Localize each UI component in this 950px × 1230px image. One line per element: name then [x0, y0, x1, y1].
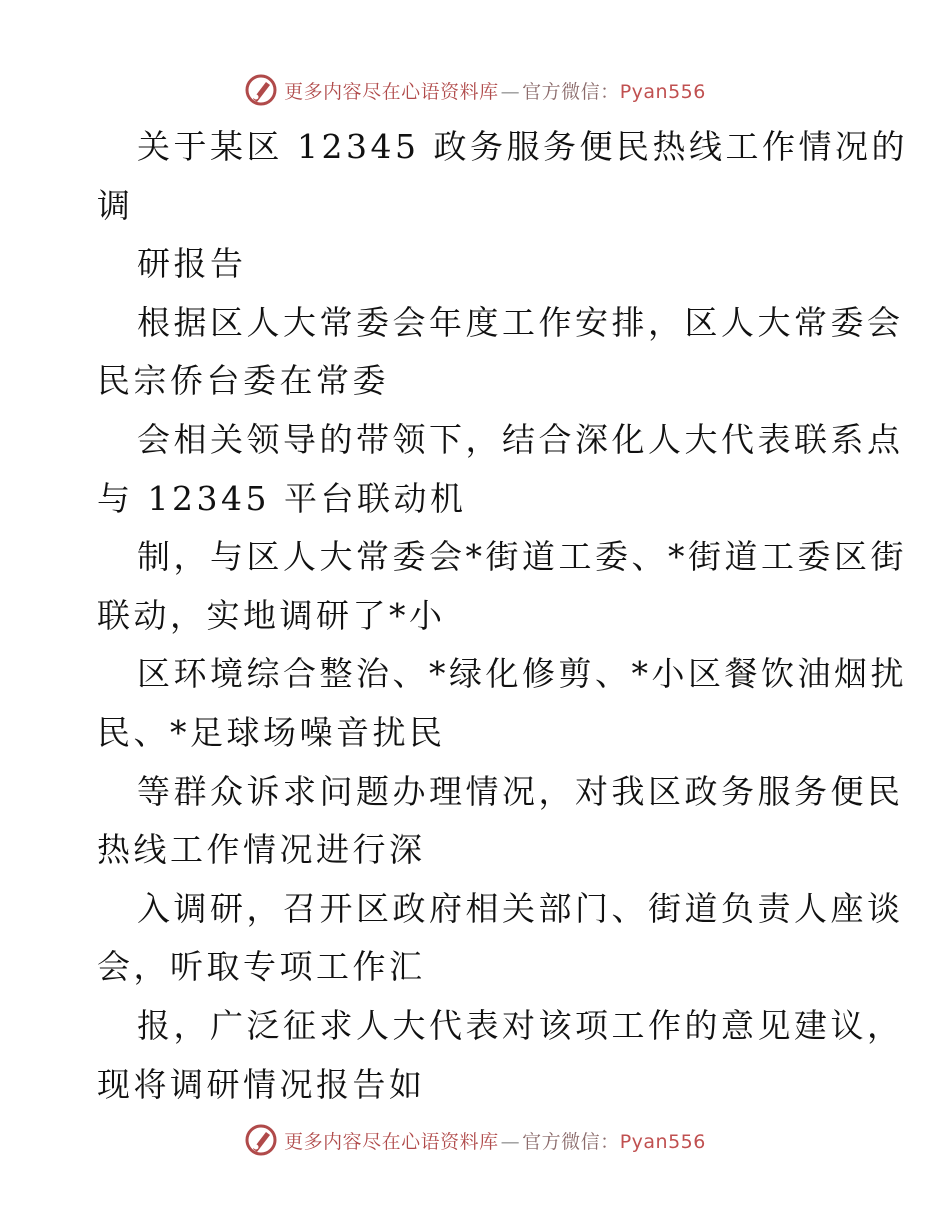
- watermark-separator: —: [500, 80, 521, 103]
- watermark-separator: —: [500, 1130, 521, 1153]
- document-line: 热线工作情况进行深: [97, 830, 426, 870]
- watermark-contact-label: 官方微信：: [522, 1130, 620, 1153]
- document-body: [97, 118, 908, 1114]
- watermark-brand: 更多内容尽在心语资料库: [284, 80, 499, 103]
- document-line: 制，与区人大常委会*街道工委、*街道工委区街: [137, 537, 907, 577]
- document-line: 现将调研情况报告如: [97, 1064, 426, 1104]
- document-line: 民、*足球场噪音扰民: [97, 712, 446, 752]
- watermark-contact-label: 官方微信：: [522, 80, 620, 103]
- watermark-footer: [0, 1120, 950, 1160]
- pen-logo-icon: [244, 1123, 278, 1157]
- document-line: 根据区人大常委会年度工作安排，区人大常委会: [137, 302, 904, 342]
- pen-logo-icon: [244, 73, 278, 107]
- document-line: 报，广泛征求人大代表对该项工作的意见建议，: [137, 1005, 904, 1045]
- watermark-contact-id: Pyan556: [619, 80, 706, 103]
- document-line: 会相关领导的带领下，结合深化人大代表联系点: [137, 419, 904, 459]
- document-line: 调: [97, 185, 134, 225]
- document-line: 联动，实地调研了*小: [97, 595, 446, 635]
- document-line: 等群众诉求问题办理情况，对我区政务服务便民: [137, 771, 904, 811]
- watermark-text: [284, 1127, 706, 1154]
- document-line: 区环境综合整治、*绿化修剪、*小区餐饮油烟扰: [137, 654, 907, 694]
- document-line: 民宗侨台委在常委: [97, 361, 389, 401]
- document-line: 与 12345 平台联动机: [97, 478, 467, 518]
- watermark-brand: 更多内容尽在心语资料库: [284, 1130, 499, 1153]
- watermark-text: [284, 77, 706, 104]
- document-line: 研报告: [137, 244, 247, 284]
- document-line: 会，听取专项工作汇: [97, 947, 426, 987]
- document-line: 关于某区 12345 政务服务便民热线工作情况的: [137, 127, 908, 166]
- watermark-header: [0, 70, 950, 110]
- document-line: 入调研，召开区政府相关部门、街道负责人座谈: [137, 888, 904, 928]
- watermark-contact-id: Pyan556: [619, 1130, 706, 1153]
